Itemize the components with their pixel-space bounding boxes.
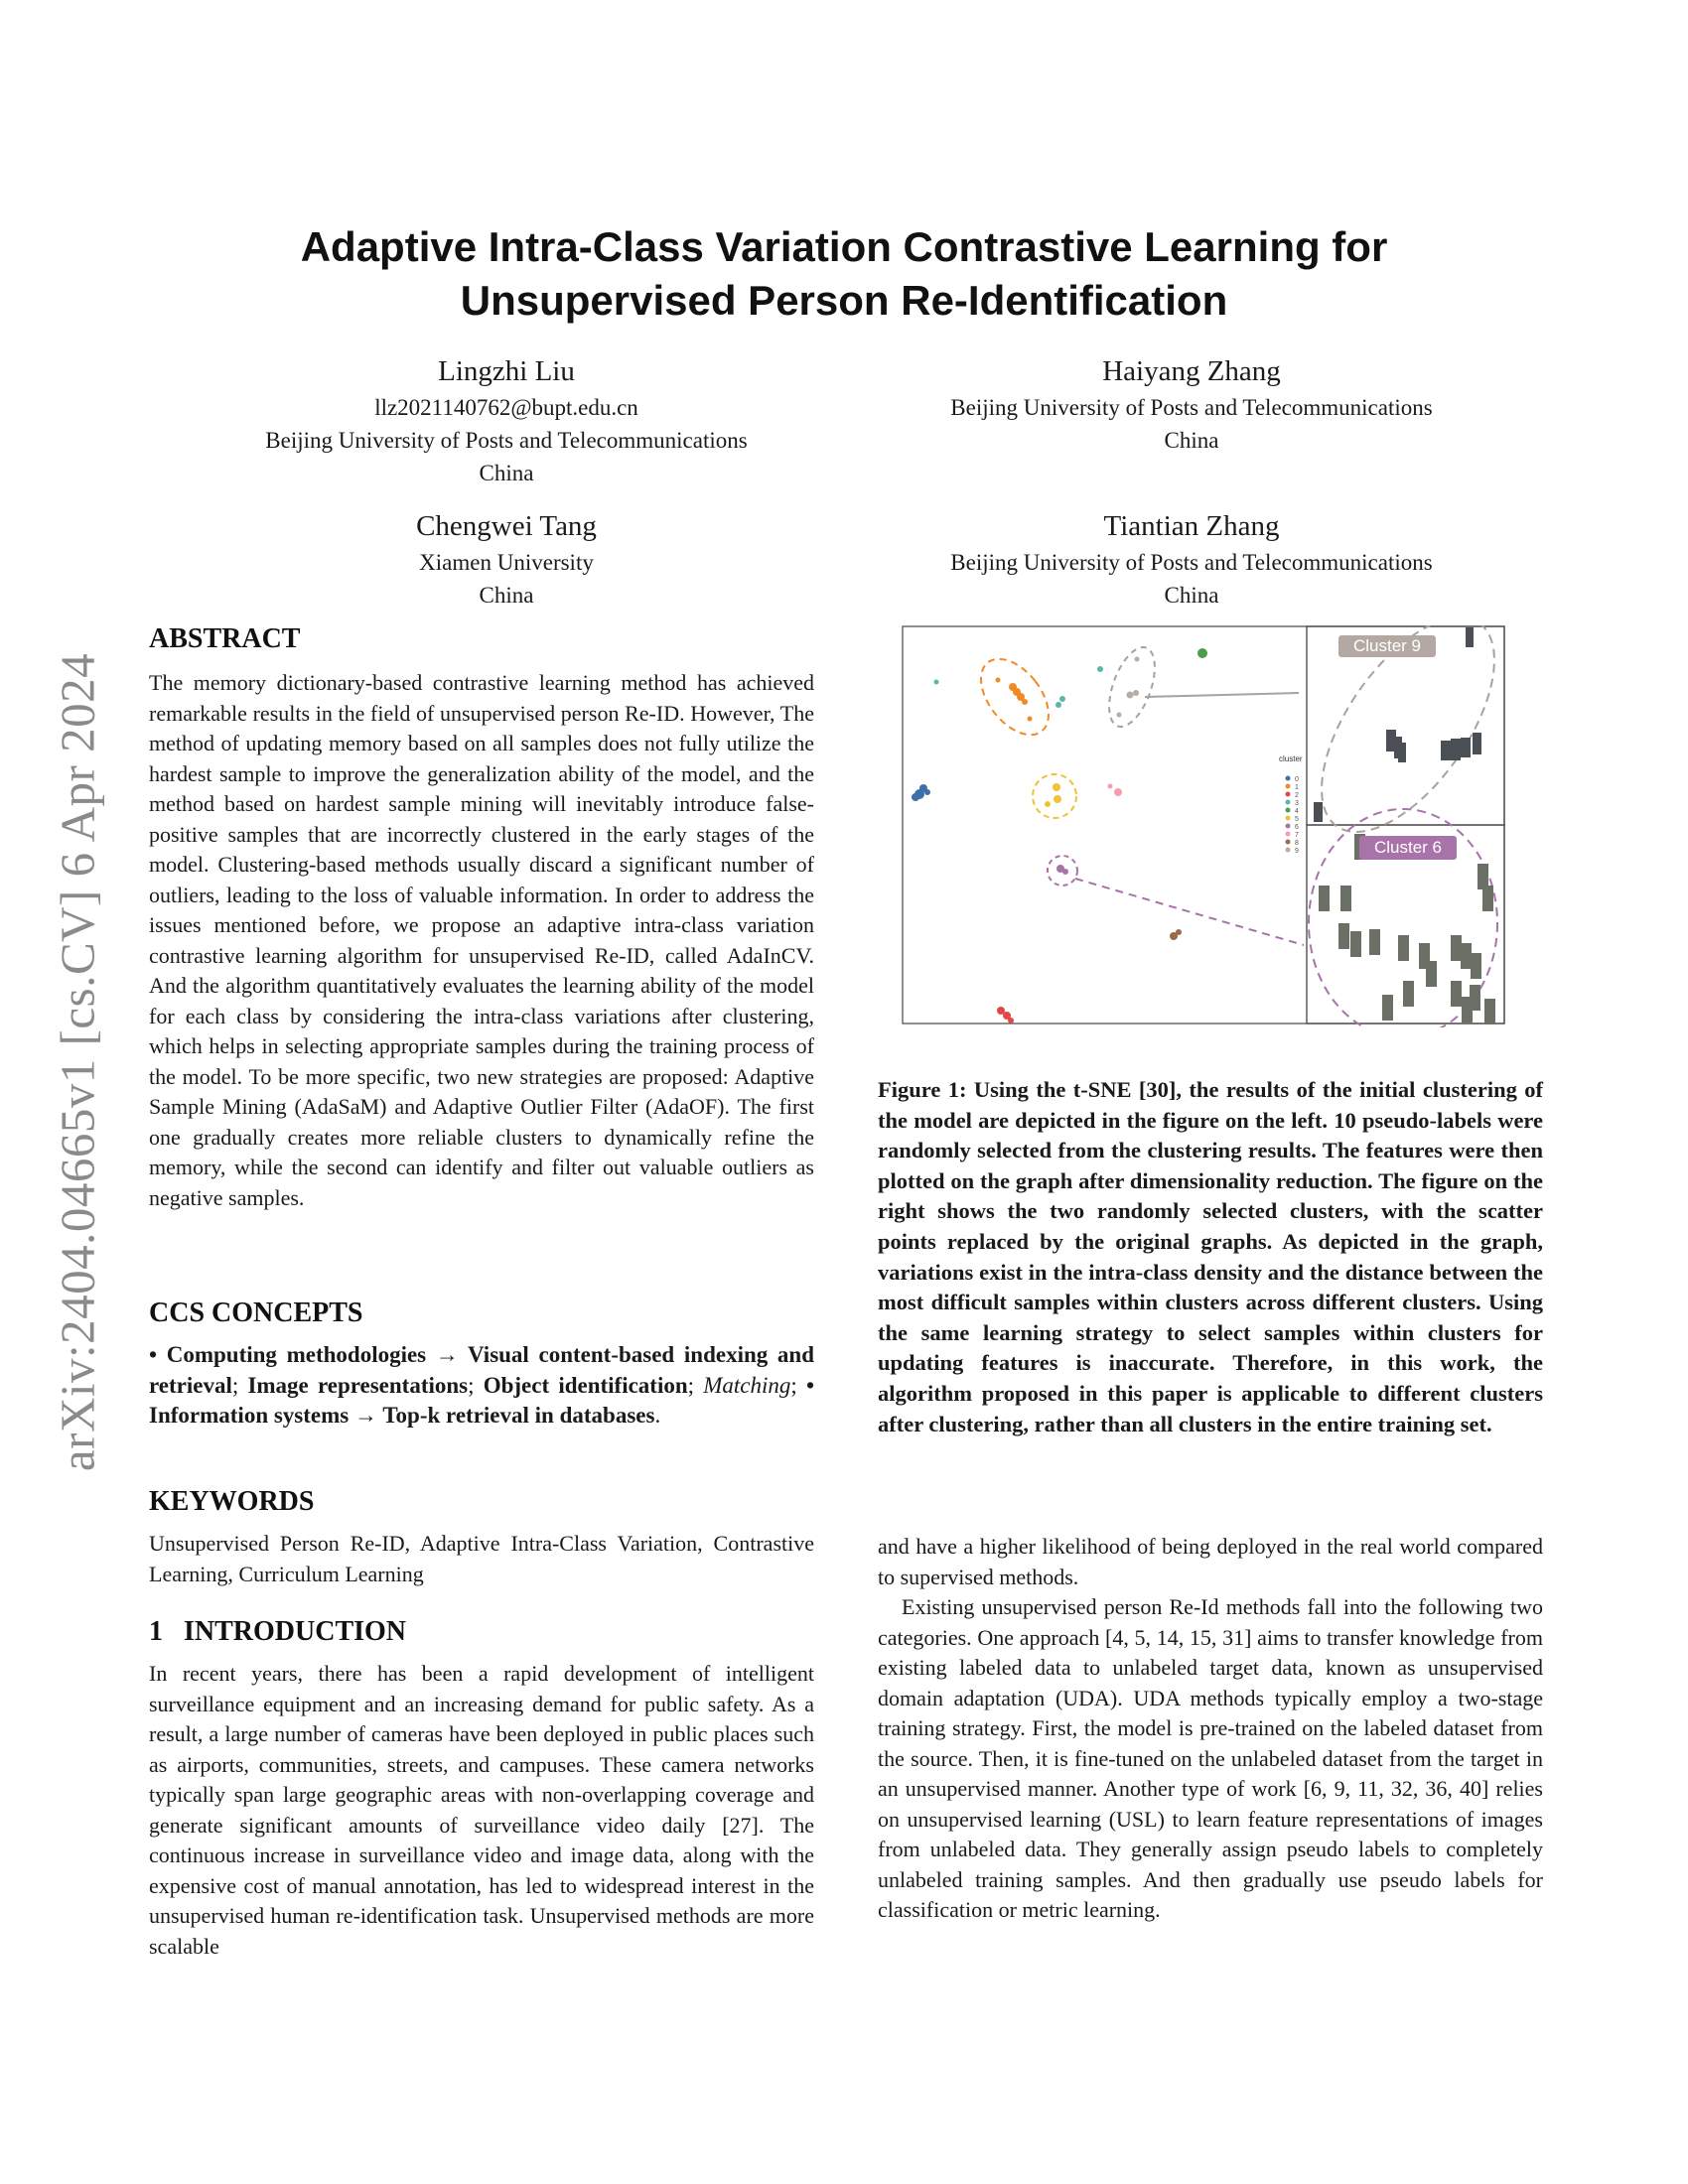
author-affiliation: Beijing University of Posts and Telecommunications [950, 550, 1433, 575]
introduction-col2: and have a higher likelihood of being deployed in the real world compared to supervised methods. Existing unsupervised person Re-Id methods fall into the following two categories. One approach [4, 5, 14, 15, 31] aims to transfer knowledge from existing labeled data to unlabeled target data, known as unsupervised domain adaptation (UDA). UDA methods typically employ a two-stage training strategy. First, the model is pre-trained on the labeled dataset from the source. Then, it is fine-tuned on the unlabeled dataset from the target in an unsupervised manner. Another type of work [6, 9, 11, 32, 36, 40] relies on unsupervised learning (USL) to learn feature representations of images from unlabeled data. They generally assign pseudo labels to completely unlabeled training samples. And then gradually use pseudo labels for classification or metric learning. [878, 1534, 1543, 1922]
svg-text:9: 9 [1295, 848, 1299, 855]
author-country: China [1164, 428, 1219, 453]
svg-text:0: 0 [1295, 776, 1299, 783]
svg-text:2: 2 [1295, 792, 1299, 799]
author-block-2 [834, 351, 1549, 457]
svg-text:8: 8 [1295, 840, 1299, 847]
keywords-heading: KEYWORDS [149, 1486, 315, 1517]
svg-text:6: 6 [1295, 824, 1299, 831]
introduction-col1: In recent years, there has been a rapid development of intelligent surveillance equipment and an increasing demand for public safety. As a result, a large number of cameras have been deployed in public places such as airports, communities, streets, and campuses. These camera networks typically span large geographic areas with non-overlapping coverage and generate significant amounts of surveillance video daily [27]. The continuous increase in surveillance video and image data, along with the expensive cost of manual annotation, has led to widespread interest in the unsupervised human re-identification task. Unsupervised methods are more scalable [149, 1661, 814, 1959]
figure-1 [902, 625, 1507, 1027]
svg-text:Cluster 9: Cluster 9 [1352, 636, 1422, 655]
author-affiliation: Xiamen University [419, 550, 594, 575]
ccs-concepts: • Computing methodologies → Visual content-based indexing and retrieval; Image representations; Object identification; Matching; • Information systems → Top-k retrieval in databases. [149, 1342, 815, 1428]
svg-text:1: 1 [1295, 784, 1299, 791]
svg-text:cluster: cluster [1279, 754, 1303, 763]
introduction-heading: 1 INTRODUCTION [149, 1616, 407, 1647]
svg-text:7: 7 [1295, 832, 1299, 839]
tsne-scatter-plot [902, 625, 1507, 1027]
paper-title [149, 220, 1539, 328]
author-country: China [479, 461, 534, 485]
author-block-1 [149, 351, 864, 489]
abstract-heading: ABSTRACT [149, 623, 301, 654]
figure-caption: Figure 1: Using the t-SNE [30], the results of the initial clustering of the model are depicted in the figure on the left. 10 pseudo-labels were randomly selected from the clustering results. The features were then plotted on the graph after dimensionality reduction. The figure on the right shows the two randomly selected clusters, with the scatter points replaced by the original graphs. As depicted in the graph, variations exist in the intra-class density and the distance between the most difficult samples within clusters across different clusters. Using the same learning strategy to select samples within clusters for updating features is inaccurate. Therefore, in this work, the algorithm proposed in this paper is applicable to different clusters after clustering, rather than all clusters in the entire training set. [878, 1077, 1543, 1436]
author-country: China [1164, 583, 1219, 608]
title-line-1: Adaptive Intra-Class Variation Contrastive Learning for [300, 223, 1388, 270]
svg-text:Cluster 6: Cluster 6 [1373, 838, 1443, 857]
arxiv-stamp: arXiv:2404.04665v1 [cs.CV] 6 Apr 2024 [50, 652, 105, 1472]
author-country: China [479, 583, 534, 608]
author-block-4 [834, 506, 1549, 612]
svg-text:3: 3 [1295, 800, 1299, 807]
author-email[interactable]: llz2021140762@bupt.edu.cn [374, 395, 638, 420]
author-name: Tiantian Zhang [1103, 510, 1280, 542]
svg-text:4: 4 [1295, 808, 1299, 815]
title-line-2: Unsupervised Person Re-Identification [460, 277, 1228, 324]
author-name: Haiyang Zhang [1102, 355, 1281, 387]
keywords-text: Unsupervised Person Re-ID, Adaptive Intra-Class Variation, Contrastive Learning, Curriculum Learning [149, 1531, 814, 1586]
author-affiliation: Beijing University of Posts and Telecommunications [950, 395, 1433, 420]
author-affiliation: Beijing University of Posts and Telecommunications [265, 428, 748, 453]
ccs-heading: CCS CONCEPTS [149, 1297, 363, 1328]
author-block-3 [149, 506, 864, 612]
author-name: Chengwei Tang [416, 510, 597, 542]
author-name: Lingzhi Liu [438, 355, 575, 387]
abstract-text: The memory dictionary-based contrastive learning method has achieved remarkable results in the field of unsupervised person Re-ID. However, The method of updating memory based on all samples does not fully utilize the hardest sample to improve the generalization ability of the model, and the method based on hardest sample mining will inevitably introduce false-positive samples that are incorrectly clustered in the early stages of the model. Clustering-based methods usually discard a significant number of outliers, leading to the loss of valuable information. In order to address the issues mentioned before, we propose an adaptive intra-class variation contrastive learning algorithm for unsupervised Re-ID, called AdaInCV. And the algorithm quantitatively evaluates the learning ability of the model for each class by considering the intra-class variations after clustering, which helps in selecting appropriate samples during the training process of the model. To be more specific, two new strategies are proposed: Adaptive Sample Mining (AdaSaM) and Adaptive Outlier Filter (AdaOF). The first one gradually creates more reliable clusters to dynamically refine the memory, while the second can identify and filter out valuable outliers as negative samples. [149, 670, 814, 1210]
cluster-4-points [1197, 648, 1207, 658]
svg-text:5: 5 [1295, 816, 1299, 823]
